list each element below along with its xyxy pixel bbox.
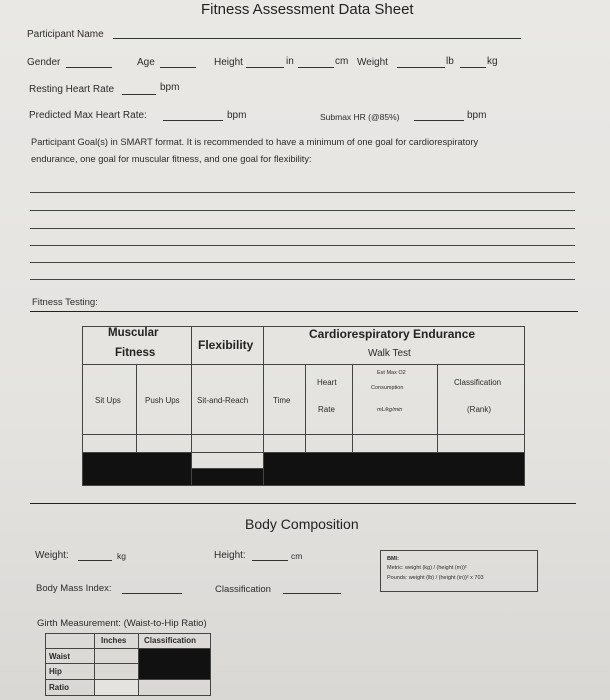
kg-unit: kg: [487, 56, 498, 67]
sit-and-reach-label: Sit-and-Reach: [197, 396, 249, 405]
rank-label: (Rank): [467, 405, 492, 414]
time-label: Time: [273, 396, 291, 405]
push-ups-label: Push Ups: [145, 396, 180, 405]
body-comp-title: Body Composition: [245, 516, 359, 532]
girth-class-header: Classification: [144, 636, 197, 645]
height-in-line[interactable]: [246, 67, 284, 68]
resting-hr-line[interactable]: [122, 94, 156, 95]
goals-text-line1: Participant Goal(s) in SMART format. It is recommended to have a minimum of one goal for cardiorespiratory: [31, 137, 479, 147]
age-line[interactable]: [160, 67, 196, 68]
cm-unit: cm: [335, 56, 349, 67]
vo2-unit-label: mL/kg/min: [377, 407, 403, 413]
table-header-divider: [82, 364, 525, 365]
height-cm-line[interactable]: [298, 67, 334, 68]
weight-lb-line[interactable]: [397, 67, 445, 68]
goal-line-3[interactable]: [30, 228, 575, 229]
height-label: Height: [214, 57, 243, 68]
goal-line-5[interactable]: [30, 262, 575, 263]
fitness-testing-label: Fitness Testing:: [32, 297, 98, 308]
fitness-testing-rule: [30, 311, 578, 312]
predicted-max-hr-line[interactable]: [163, 120, 223, 121]
weight-line-bc[interactable]: [78, 560, 112, 561]
ratio-inches-cell[interactable]: [95, 680, 138, 695]
ratio-label: Ratio: [49, 683, 69, 692]
flex-subdivider: [191, 468, 263, 469]
participant-name-line[interactable]: [113, 38, 521, 39]
bmi-metric-formula: Metric: weight (kg) / (height (m))²: [387, 565, 467, 571]
in-unit: in: [286, 56, 294, 67]
filled-cell-flex: [192, 469, 263, 485]
height-line-bc[interactable]: [252, 560, 288, 561]
goal-line-4[interactable]: [30, 245, 575, 246]
filled-cell-muscular: [83, 453, 191, 485]
submax-hr-line[interactable]: [414, 120, 464, 121]
height-unit-bc: cm: [291, 551, 303, 561]
table-row-divider: [82, 434, 525, 435]
weight-kg-line[interactable]: [460, 67, 486, 68]
submax-hr-label: Submax HR (@85%): [320, 112, 400, 122]
bmi-line[interactable]: [122, 593, 182, 594]
predicted-max-hr-label: Predicted Max Heart Rate:: [29, 110, 147, 121]
flexibility-header: Flexibility: [198, 338, 254, 352]
est-max-label: Est Max O2: [377, 370, 406, 376]
girth-inches-header: Inches: [101, 636, 127, 645]
muscular-header: Muscular: [108, 327, 159, 339]
walk-test-header: Walk Test: [368, 348, 411, 359]
rate-label: Rate: [318, 405, 335, 414]
lb-unit: lb: [446, 56, 454, 67]
body-comp-rule: [30, 503, 576, 504]
bmi-pounds-formula: Pounds: weight (lb) / (height (in))² x 703: [387, 575, 484, 581]
bmi-classification-label: Classification: [215, 584, 271, 595]
bmi-box-title: BMI:: [387, 556, 399, 562]
girth-label: Girth Measurement: (Waist-to-Hip Ratio): [37, 618, 207, 629]
fitness-header: Fitness: [115, 347, 156, 359]
participant-name-label: Participant Name: [27, 29, 104, 40]
sheet-title: Fitness Assessment Data Sheet: [201, 1, 414, 18]
resting-hr-label: Resting Heart Rate: [29, 84, 115, 95]
bmi-label: Body Mass Index:: [36, 583, 112, 594]
hip-label: Hip: [49, 667, 62, 676]
bmi-classification-line[interactable]: [283, 593, 341, 594]
waist-label: Waist: [49, 652, 71, 661]
gender-label: Gender: [27, 57, 61, 68]
heart-label: Heart: [317, 378, 337, 387]
bmi-formula-box: [380, 550, 538, 592]
sit-ups-label: Sit Ups: [95, 396, 121, 405]
classification-label: Classification: [454, 378, 502, 387]
goal-line-2[interactable]: [30, 210, 575, 211]
submax-hr-unit: bpm: [467, 110, 487, 121]
resting-hr-unit: bpm: [160, 82, 180, 93]
predicted-max-hr-unit: bpm: [227, 110, 247, 121]
gender-line[interactable]: [66, 67, 112, 68]
age-label: Age: [137, 57, 155, 68]
goals-text-line2: endurance, one goal for muscular fitness, and one goal for flexibility:: [31, 154, 312, 164]
cardio-header: Cardiorespiratory Endurance: [309, 327, 476, 341]
goal-line-6[interactable]: [30, 279, 575, 280]
weight-label: Weight: [357, 57, 388, 68]
weight-unit-bc: kg: [117, 551, 126, 561]
weight-label-bc: Weight:: [35, 550, 69, 561]
filled-cell-cardio: [264, 453, 524, 485]
goal-line-1[interactable]: [30, 192, 575, 193]
consumption-label: Consumption: [371, 385, 404, 391]
girth-filled-class: [139, 649, 210, 679]
height-label-bc: Height:: [214, 550, 246, 561]
col-divider-2: [191, 326, 192, 486]
